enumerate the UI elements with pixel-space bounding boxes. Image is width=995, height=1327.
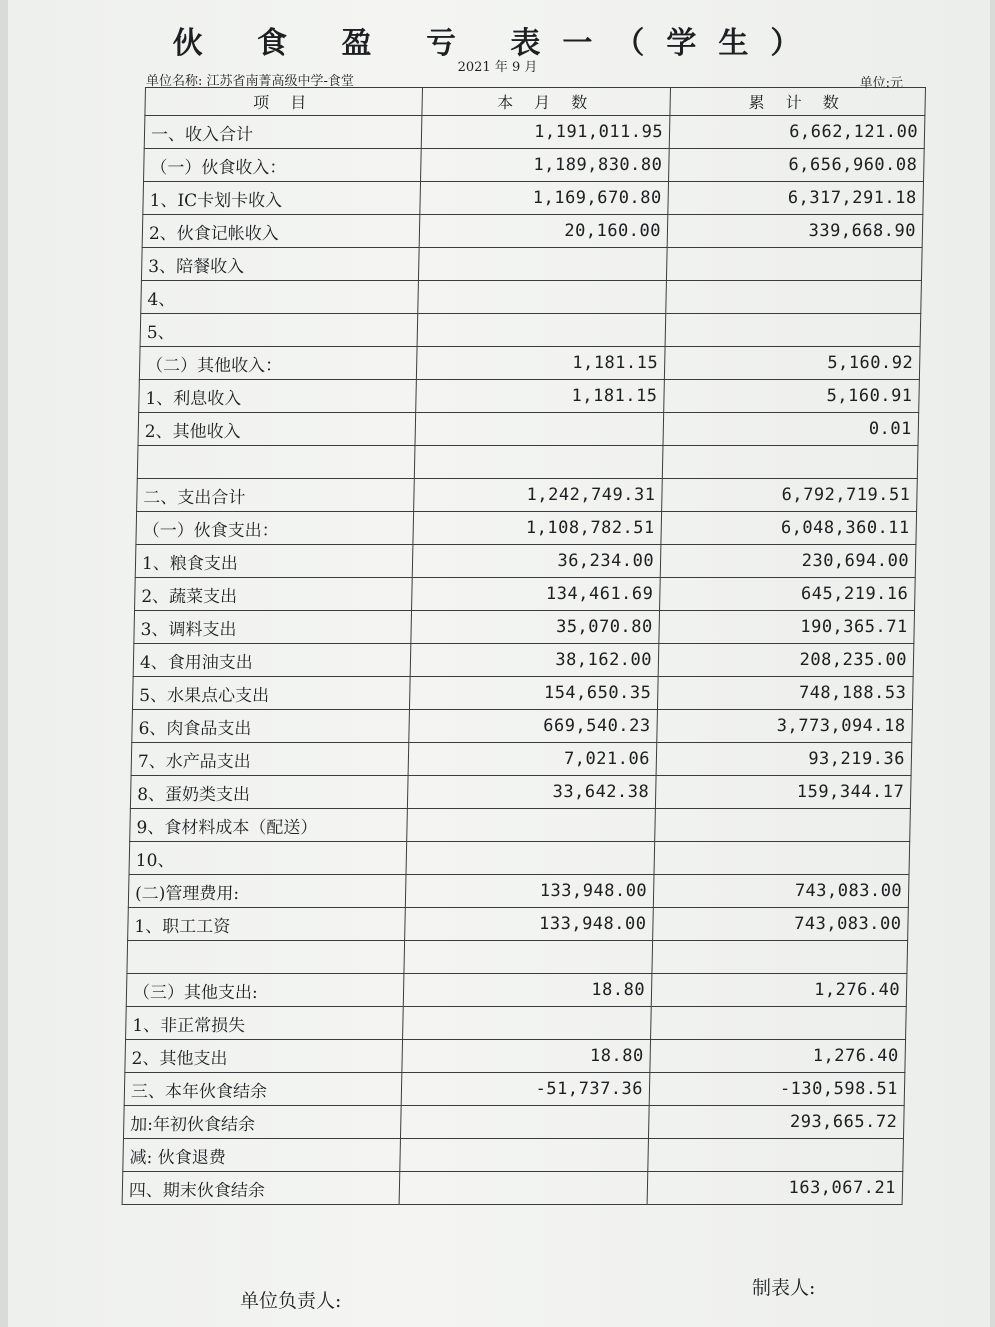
table-row [126,974,907,1007]
row-item-name: 2、其他收入 [138,413,416,446]
row-item-name: (二)管理费用: [128,875,406,908]
table-row [137,479,918,512]
row-cumulative-value [651,1007,907,1040]
row-item-name: 4、 [141,281,419,314]
row-cumulative-value: 230,694.00 [660,545,916,578]
row-month-value: 36,234.00 [412,545,661,578]
row-month-value [418,248,667,281]
table-row [142,215,923,248]
table-row [133,644,914,677]
row-month-value: 38,162.00 [410,644,659,677]
row-month-value: 1,242,749.31 [414,479,663,512]
row-month-value [404,941,653,974]
table-row [127,941,908,974]
row-item-name: 2、其他支出 [125,1040,403,1073]
row-month-value: 33,642.38 [407,776,656,809]
table-row [141,281,922,314]
row-item-name: 3、陪餐收入 [141,248,419,281]
row-cumulative-value: 3,773,094.18 [657,710,913,743]
row-item-name: （三）其他支出: [126,974,404,1007]
table-row [144,116,925,149]
row-item-name: 3、调料支出 [134,611,412,644]
row-cumulative-value: 93,219.36 [656,743,912,776]
row-item-name: （二）其他收入： [139,347,417,380]
row-item-name: 5、 [140,314,418,347]
report-title: 伙 食 盈 亏 表一（学生） [172,26,823,61]
footer-unit-head: 单位负责人: [240,1290,342,1312]
footer-preparer: 制表人: [752,1277,816,1299]
row-month-value [407,809,656,842]
row-cumulative-value: -130,598.51 [649,1073,905,1106]
row-month-value: 1,181.15 [416,347,665,380]
row-cumulative-value: 339,668.90 [667,215,923,248]
row-item-name: 加:年初伙食结余 [123,1106,401,1139]
row-month-value: 1,191,011.95 [421,116,670,149]
row-item-name: 减: 伙食退费 [123,1139,401,1172]
row-cumulative-value [666,281,922,314]
row-item-name: 1、非正常损失 [126,1007,404,1040]
row-month-value [400,1106,649,1139]
row-cumulative-value: 190,365.71 [659,611,915,644]
row-cumulative-value: 1,276.40 [651,974,907,1007]
row-item-name: 5、水果点心支出 [132,677,410,710]
table-row [135,578,916,611]
row-cumulative-value [655,809,911,842]
row-month-value [414,446,663,479]
row-cumulative-value [648,1139,904,1172]
row-month-value: 7,021.06 [408,743,657,776]
table-row [144,149,925,182]
row-month-value [417,314,666,347]
row-cumulative-value [666,248,922,281]
row-month-value: 1,189,830.80 [421,149,670,182]
table-row [138,413,919,446]
row-cumulative-value: 5,160.92 [664,347,920,380]
table-header-row [145,88,926,116]
table-row [128,875,909,908]
row-cumulative-value: 159,344.17 [655,776,911,809]
row-cumulative-value [654,842,910,875]
table-row [139,380,920,413]
row-item-name: 一、收入合计 [144,116,422,149]
table-row [129,842,910,875]
row-cumulative-value: 293,665.72 [648,1106,904,1139]
table-row [123,1139,904,1172]
row-cumulative-value: 743,083.00 [653,875,909,908]
row-item-name: 2、蔬菜支出 [135,578,413,611]
table-row [123,1106,904,1139]
table-row [130,776,911,809]
row-cumulative-value: 1,276.40 [650,1040,906,1073]
column-header-cumulative: 累 计 数 [670,88,926,116]
table-row [136,512,917,545]
table-row [132,710,913,743]
row-item-name: 9、食材料成本（配送） [130,809,408,842]
row-cumulative-value: 6,656,960.08 [669,149,925,182]
row-month-value [406,842,655,875]
row-cumulative-value: 0.01 [663,413,919,446]
row-item-name: 1、职工工资 [128,908,406,941]
row-item-name: 6、肉食品支出 [132,710,410,743]
row-month-value [400,1139,649,1172]
row-cumulative-value: 208,235.00 [658,644,914,677]
row-cumulative-value: 748,188.53 [657,677,913,710]
row-item-name: 10、 [129,842,407,875]
row-item-name: （一）伙食支出： [136,512,414,545]
row-month-value: 35,070.80 [411,611,660,644]
row-month-value: 1,169,670.80 [420,182,669,215]
row-item-name: 二、支出合计 [137,479,415,512]
table-row [139,347,920,380]
table-row [135,545,916,578]
row-month-value: 154,650.35 [409,677,658,710]
column-header-item: 项 目 [145,88,423,116]
row-month-value [415,413,664,446]
row-month-value [403,1007,652,1040]
row-month-value: 133,948.00 [405,908,654,941]
table-row [141,248,922,281]
table-row [134,611,915,644]
row-cumulative-value [652,941,908,974]
row-item-name: 1、IC卡划卡收入 [143,182,421,215]
row-cumulative-value: 6,317,291.18 [668,182,924,215]
row-item-name: 1、利息收入 [139,380,417,413]
row-month-value: -51,737.36 [401,1073,650,1106]
row-item-name: 7、水产品支出 [131,743,409,776]
table-row [132,677,913,710]
row-item-name: 8、蛋奶类支出 [130,776,408,809]
row-month-value: 134,461.69 [412,578,661,611]
row-item-name: 2、伙食记帐收入 [142,215,420,248]
row-cumulative-value [665,314,921,347]
row-month-value: 1,181.15 [416,380,665,413]
row-month-value: 18.80 [403,974,652,1007]
row-cumulative-value: 6,792,719.51 [662,479,918,512]
table-row [125,1040,906,1073]
row-item-name [127,941,405,974]
row-cumulative-value [662,446,918,479]
report-date: 2021 年 9 月 [457,60,538,75]
row-cumulative-value: 645,219.16 [660,578,916,611]
row-item-name: 四、期末伙食结余 [122,1172,400,1205]
row-cumulative-value: 163,067.21 [647,1172,903,1205]
table-row [137,446,918,479]
column-header-month: 本 月 数 [422,88,671,116]
row-item-name: 三、本年伙食结余 [124,1073,402,1106]
row-cumulative-value: 6,048,360.11 [661,512,917,545]
table-row [128,908,909,941]
row-cumulative-value: 5,160.91 [664,380,920,413]
row-month-value: 669,540.23 [409,710,658,743]
table-row [131,743,912,776]
table-row [122,1172,903,1205]
table-row [126,1007,907,1040]
row-month-value: 1,108,782.51 [413,512,662,545]
row-month-value: 133,948.00 [405,875,654,908]
row-month-value [399,1172,648,1205]
row-cumulative-value: 6,662,121.00 [669,116,925,149]
row-month-value: 18.80 [402,1040,651,1073]
row-month-value: 20,160.00 [419,215,668,248]
row-month-value [418,281,667,314]
row-item-name: 4、食用油支出 [133,644,411,677]
row-cumulative-value: 743,083.00 [653,908,909,941]
profit-loss-table [122,87,926,1205]
currency-unit: 单位:元 [859,76,903,91]
table-row [143,182,924,215]
table-row [140,314,921,347]
row-item-name: 1、粮食支出 [135,545,413,578]
unit-name: 单位名称: 江苏省南菁高级中学-食堂 [146,74,354,89]
table-row [124,1073,905,1106]
row-item-name: （一）伙食收入： [144,149,422,182]
table-row [130,809,911,842]
row-item-name [137,446,415,479]
